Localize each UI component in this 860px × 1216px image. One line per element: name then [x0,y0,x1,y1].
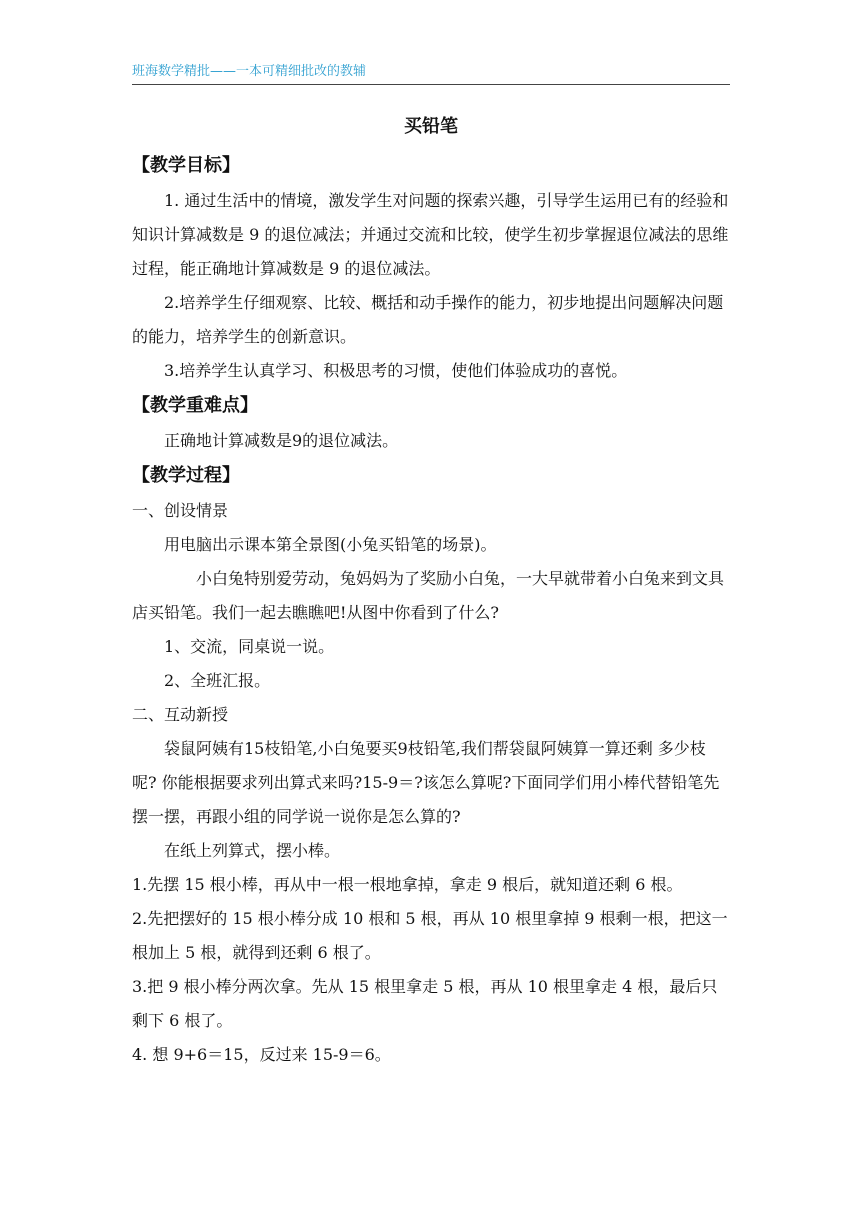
part1-line: 小白兔特别爱劳动，兔妈妈为了奖励小白兔，一大早就带着小白兔来到文具店买铅笔。我们一起去瞧瞧吧!从图中你看到了什么? [132,569,725,622]
part2-intro: 袋鼠阿姨有15枝铅笔,小白兔要买9枝铅笔,我们帮袋鼠阿姨算一算还剩 多少枝呢? 你能根据要求列出算式来吗?15-9＝?该怎么算呢?下面同学们用小棒代替铅笔先摆一摆，再跟小组的同学说一说你是怎么算的? [132,739,720,826]
header-text: 班海数学精批——一本可精细批改的教辅 [132,64,367,79]
section-heading-key-points: 【教学重难点】 [132,395,258,416]
part2-title: 二、互动新授 [132,705,229,724]
goal-item: 3.培养学生认真学习、积极思考的习惯，使他们体验成功的喜悦。 [164,361,628,380]
part1-line: 2、全班汇报。 [164,671,271,690]
document-body [132,112,730,1072]
part1-line: 用电脑出示课本第全景图(小兔买铅笔的场景)。 [164,535,497,554]
document-title: 买铅笔 [404,116,458,137]
method-item: 1.先摆 15 根小棒，再从中一根一根地拿掉，拿走 9 根后，就知道还剩 6 根。 [132,875,683,894]
key-points-text: 正确地计算减数是9的退位减法。 [164,431,399,450]
method-item: 3.把 9 根小棒分两次拿。先从 15 根里拿走 5 根，再从 10 根里拿走 4 根，最后只剩下 6 根了。 [132,977,718,1030]
goal-item: 2.培养学生仔细观察、比较、概括和动手操作的能力，初步地提出问题解决问题的能力，培养学生的创新意识。 [132,293,724,346]
section-heading-goals: 【教学目标】 [132,155,240,176]
part2-instruction: 在纸上列算式，摆小棒。 [164,841,341,860]
method-item: 4. 想 9+6＝15，反过来 15-9＝6。 [132,1045,391,1064]
method-item: 2.先把摆好的 15 根小棒分成 10 根和 5 根，再从 10 根里拿掉 9 根剩一根，把这一根加上 5 根，就得到还剩 6 根了。 [132,909,728,962]
part1-title: 一、创设情景 [132,501,229,520]
part1-line: 1、交流，同桌说一说。 [164,637,335,656]
goal-item: 1. 通过生活中的情境，激发学生对问题的探索兴趣，引导学生运用已有的经验和知识计算减数是 9 的退位减法；并通过交流和比较，使学生初步掌握退位减法的思维过程，能正确地计算减数是 9 的退位减法。 [132,191,729,278]
section-heading-process: 【教学过程】 [132,465,240,486]
page-header [132,62,730,85]
